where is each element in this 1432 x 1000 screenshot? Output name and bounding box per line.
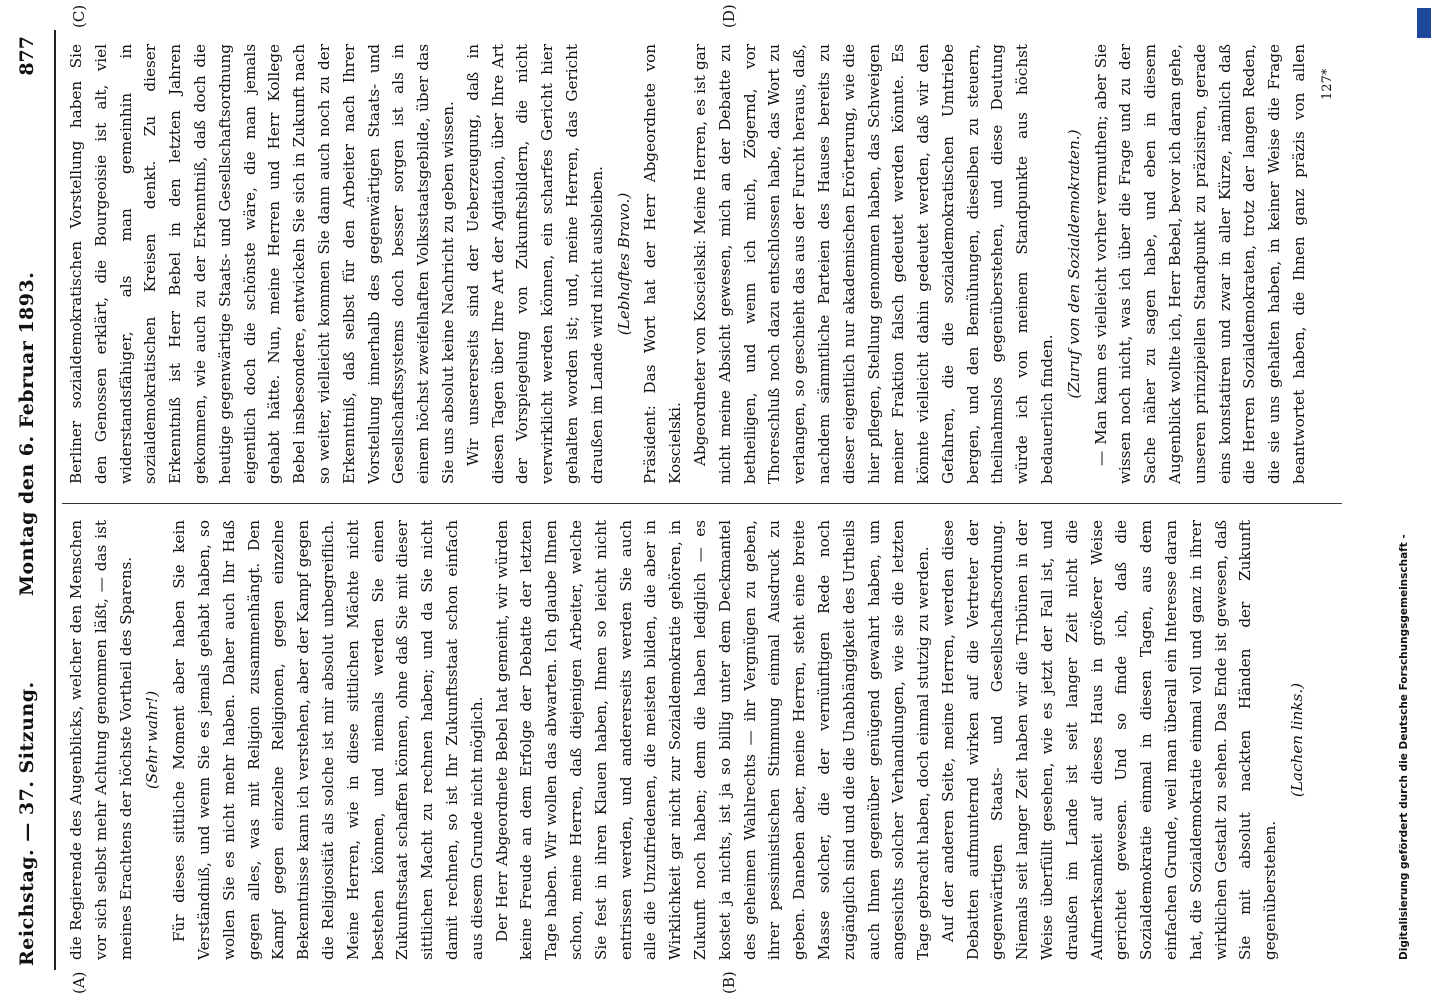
paragraph: Berliner sozialdemokratischen Vorstellung haben Sie den Genossen erklärt, die Bourgeoisie ist alt, viel widerstandsfähiger, als man gemeinhin in sozialdemokratischen Kreisen denkt. Zu dieser Erkenntniß ist Herr Bebel in den letzten Jahren gekommen, wie auch zu der Erkenntniß, daß doch die heutige gegenwärtige Staats- und Gesellschaftsordnung eigentlich doch die schönste wäre, die man jemals gehabt hätte. Nun, meine Herren und Herr Kollege Bebel insbesondere, entwickeln Sie sich in Zukunft nach so weiter, vielleicht kommen Sie dann auch noch zu der Erkenntniß, daß selbst für den Arbeiter nach Ihrer Vorstellung innerhalb des gegenwärtigen Staats- und Gesellschaftssystems doch besser sorgen ist als in einem höchst zweifelhaften Volksstaatsgebilde, über das Sie uns absolut keine Nachricht zu geben wissen. [67,44,457,484]
left-column [64,520,1314,960]
paragraph [1312,520,1314,960]
margin-marker-a: (A) [70,971,88,994]
margin-marker-d: (D) [720,4,738,28]
stage-direction: (Sehr wahr!) [143,690,162,790]
dfg-credit: Digitalisierung gefördert durch die Deutsche Forschungsgemeinschaft - [1398,534,1410,960]
stage-direction: (Zuruf von den Sozialdemokraten.) [1064,129,1083,399]
dfg-logo [1417,8,1431,38]
header-rule [54,30,56,970]
stage-direction: (Lebhaftes Bravo.) [614,192,633,336]
paragraph: Abgeordneter von Koscielski: Meine Herren, es ist gar nicht meine Absicht gewesen, mich an der Debatte zu betheiligen, und wenn ich mich, Zögernd, vor Thoreschluß noch dazu entschlossen habe, das Wort zu verlangen, so geschieht das aus der Furcht heraus, daß, nachdem sämmtliche Parteien des Hauses bereits zu dieser eigentlich nur akademischen Erörterung, wie die hier pflegen, Stellung genommen haben, das Schweigen meiner Fraktion falsch gedeutet werden könnte. Es könnte vielleicht dahin gedeutet werden, daß wir den Gefahren, die die sozialdemokratischen Umtriebe bergen, und den Bemühungen, dieselben zu steuern, theilnahmslos gegenüberstehen, und diese Deutung würde ich von meinem Standpunkte aus höchst bedauerlich finden. [690,44,1057,484]
signature-mark: 127* [1320,68,1335,100]
paragraph: — Man kann es vielleicht vorher vermuthen; aber Sie wissen noch nicht, was ich über die Frage und zu der Sache näher zu sagen habe, und eben in diesem Augenblick wollte ich, Herr Bebel, bevor ich daran gehe, unseren prinzipiellen Standpunkt zu präzisiren, gerade eins konstatiren und zwar in aller Kürze, nämlich daß die Herren Sozialdemokraten, trotz der langen Reden, die sie uns gehalten haben, in keiner Weise die Frage beantwortet haben, die Ihnen ganz präzis von allen [1091,44,1309,484]
running-header [10,36,50,966]
paragraph: Der Herr Abgeordnete Bebel hat gemeint, wir würden keine Freude an dem Erfolge der Debatte der letzten Tage haben. Wir wollen das abwarten. Ich glaube Ihnen schon, meine Herren, daß diejenigen Arbeiter, welche Sie fest in ihren Klauen haben, Ihnen so leicht nicht entrissen werden, und andererseits werden Sie auch alle die Unzufriedenen, die meisten bilden, die aber in Wirklichkeit gar nicht zur Sozialdemokratie gehören, in Zukunft noch haben; denn die haben lediglich — es kostet ja nichts, ist ja so billig unter dem Deckmantel des geheimen Wahlrechts — ihr Vergnügen zu geben, ihrer pessimistischen Stimmung einmal Ausdruck zu geben. Daneben aber, meine Herren, steht eine breite Masse solcher, die der vernünftigen Rede noch zugänglich sind und die die Unabhängigkeit des Urtheils auch Ihnen gegenüber genügend gewahrt haben, um angesichts solcher Verhandlungen, wie sie die letzten Tage gebracht haben, doch einmal stutzig zu werden. [492,520,933,960]
paragraph: Präsident: Das Wort hat der Herr Abgeordnete von Koscielski. [641,44,685,484]
page-number: 877 [16,36,38,76]
paragraph: Wir unsererseits sind der Ueberzeugung, daß in diesen Tagen über Ihre Art der Agitation, über Ihre Art der Vorspiegelung von Zukunftsbildern, die nicht verwirklicht werden können, ein scharfes Gericht hier gehalten worden ist; und, meine Herren, das Gericht draußen im Lande wird nicht ausbleiben. [463,44,606,484]
stage-direction: (Lachen links.) [1288,682,1307,798]
paragraph: Auf der anderen Seite, meine Herren, werden diese Debatten aufmunternd wirken auf die Vertreter der gegenwärtigen Staats- und Gesellschaftsordnung. Niemals seit langer Zeit haben wir die Tribünen in der Weise überfüllt gesehen, wie es jetzt der Fall ist, und draußen im Lande ist seit langer Zeit nicht die Aufmerksamkeit auf dieses Haus in größerer Weise gerichtet gewesen. Und so finde ich, daß die Sozialdemokratie einmal in diesen Tagen, aus dem einfachen Grunde, weil man überall ein Interesse daran hat, die Sozialdemokratie einmal voll und ganz in ihrer wirklichen Gestalt zu sehen. Das Ende ist gewesen, daß Sie mit absolut nackten Händen der Zukunft gegenüberstehen. [938,520,1280,960]
header-date: Montag den 6. Februar 1893. [16,271,38,596]
right-column [64,44,1314,484]
margin-marker-b: (B) [720,971,738,994]
margin-marker-c: (C) [70,4,88,28]
paragraph: Für dieses sittliche Moment aber haben Sie kein Verständniß, und wenn Sie es jemals gehabt haben, so wollen Sie es nicht mehr haben. Daher auch Ihr Haß gegen alles, was mit Religion zusammenhängt. Den Kampf gegen einzelne Religionen, gegen einzelne Bekenntnisse kann ich verstehen, aber der Kampf gegen die Religiosität als solche ist mir absolut unbegreiflich. Meine Herren, wie in diese sittlichen Mächte nicht bestehen können, und niemals werden Sie einen Zukunftsstaat schaffen können, ohne daß Sie mit dieser sittlichen Macht zu rechnen haben; und da Sie nicht damit rechnen, so ist Ihr Zukunftsstaat schon einfach aus diesem Grunde nicht möglich. [170,520,486,960]
paragraph: die Regierende des Augenblicks, welcher den Menschen vor sich selbst mehr Achtung genommen läßt, — das ist meines Erachtens der höchste Vortheil des Sparens. [67,520,135,960]
header-left: Reichstag. — 37. Sitzung. [16,681,38,966]
column-divider [62,503,1342,504]
